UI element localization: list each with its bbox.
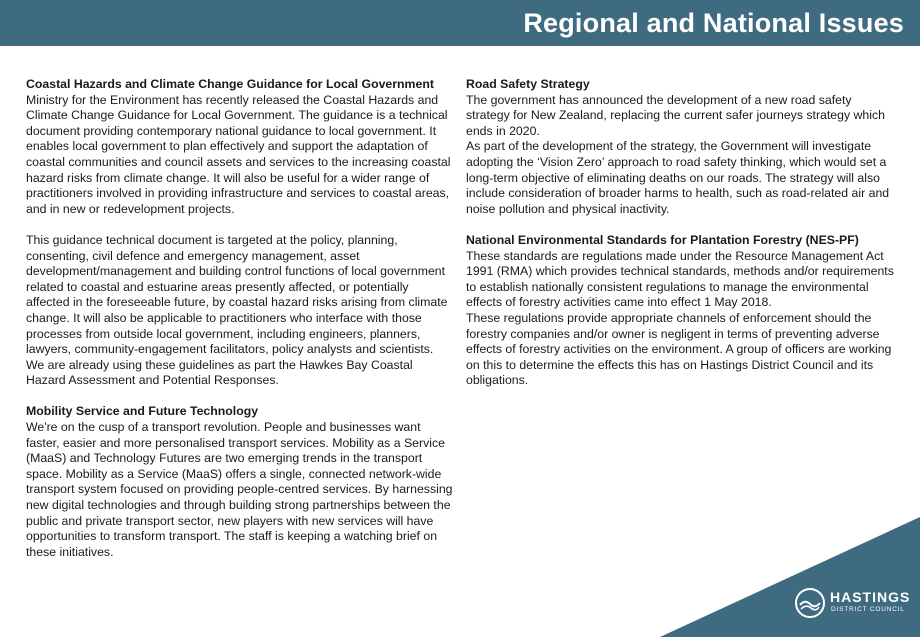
council-logo	[795, 587, 910, 619]
right-column	[466, 77, 894, 404]
paragraph: We're on the cusp of a transport revolution. People and businesses want faster, easier and more personalised transport services. Mobility as a Service (MaaS) and Technology Futures are two emerging trends in the transport space. Mobility as a Service (MaaS) offers a single, connected network-wide transport system focused on providing people-centred services. By harnessing new digital technologies and through building strong partnerships between the public and private transport sector, new players with new services will have opportunities to transform transport. The staff is keeping a watching brief on these initiatives.	[26, 420, 453, 559]
paragraph: This guidance technical document is targeted at the policy, planning, consenting, civil defence and emergency management, asset development/management and building control functions of local government related to coastal and estuarine areas presently affected, or potentially affected in the foreseeable future, by coastal hazard risks arising from climate change. It will also be applicable to practitioners who interface with those processes from outside local government, including engineers, planners, lawyers, community-engagement facilitators, policy analysts and scientists. We are already using these guidelines as part the Hawkes Bay Coastal Hazard Assessment and Potential Responses.	[26, 232, 448, 388]
paragraph: As part of the development of the strategy, the Government will investigate adopting the ‘Vision Zero’ approach to road safety thinking, which would set a long-term objective of eliminating deaths on our roads. The strategy will also include consideration of broader harms to health, such as road-related air and noise pollution and physical inactivity.	[466, 139, 890, 216]
paragraph: These standards are regulations made under the Resource Management Act 1991 (RMA) which provides technical standards, methods and/or requirements to establish nationally consistent regulations to manage the environmental effects of forestry activities came into effect 1 May 2018.	[466, 248, 894, 310]
section-title: Road Safety Strategy	[466, 77, 590, 91]
logo-emblem-icon	[795, 588, 825, 618]
section-title: Mobility Service and Future Technology	[26, 404, 259, 419]
section-coastal-hazards	[26, 77, 454, 389]
corner-decoration	[660, 517, 920, 637]
paragraph: Ministry for the Environment has recently released the Coastal Hazards and Climate Change Guidance for Local Government. The guidance is a technical document providing contemporary national guidance to local government. It enables local government to plan effectively and support the adaptation of coastal communities and council assets and services to the increasing coastal hazard risks from climate change. It will also be useful for a wider range of practitioners involved in providing infrastructure and services to coastal areas, and in new or redevelopment projects.	[26, 92, 451, 216]
page-title: Regional and National Issues	[523, 8, 904, 38]
logo-name: HASTINGS	[830, 589, 911, 605]
section-mobility	[26, 404, 454, 560]
paragraph: The government has announced the development of a new road safety strategy for New Zealand, replacing the current safer journeys strategy which ends in 2020.	[466, 92, 885, 138]
left-column	[26, 77, 454, 576]
section-nes-pf	[466, 233, 894, 389]
section-road-safety	[466, 77, 894, 217]
logo-subtitle: DISTRICT COUNCIL	[831, 606, 905, 613]
paragraph: These regulations provide appropriate channels of enforcement should the forestry companies and/or owner is negligent in terms of preventing adverse effects of forestry activities on the environment. A group of officers are working on this to determine the effects this has on Hastings District Council and its obligations.	[466, 310, 892, 388]
header-bar	[0, 0, 920, 46]
section-title: Coastal Hazards and Climate Change Guidance for Local Government	[26, 77, 434, 91]
section-title: National Environmental Standards for Plantation Forestry (NES-PF)	[466, 232, 859, 247]
